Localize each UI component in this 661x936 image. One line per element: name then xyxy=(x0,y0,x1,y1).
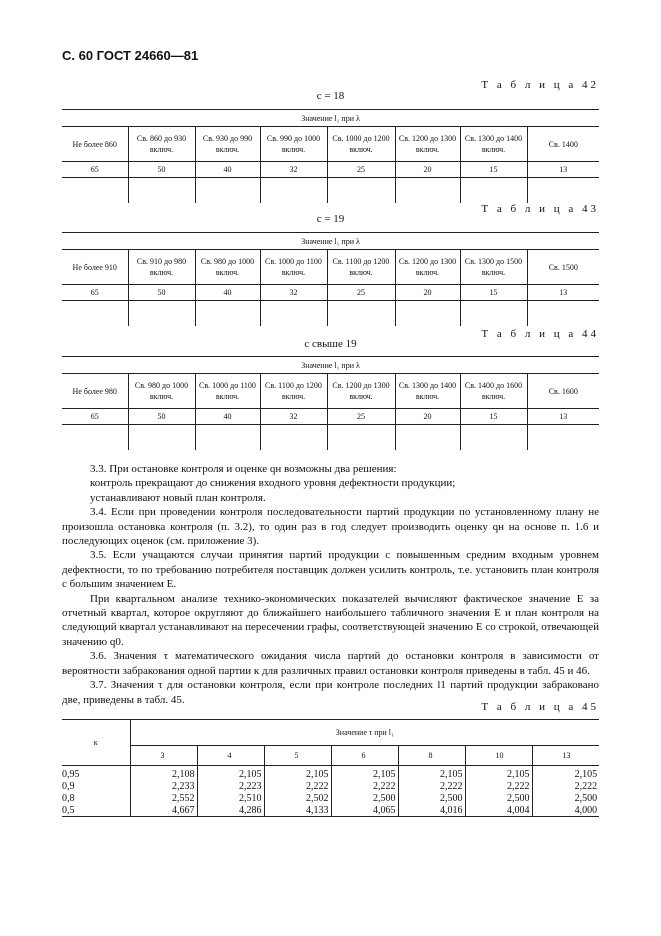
table-43-value-cell: 65 xyxy=(62,285,128,301)
paragraph: 3.5. Если учащаются случаи принятия партий продукции с повышенным средним входным уровнем дефектности, то по требованию потребителя поставщик должен усилить контроль, т.е. установить план контроля с большим значением E. xyxy=(62,549,599,591)
table-45-value-cell: 2,500 xyxy=(465,792,532,804)
table-44-header-cell: Св. 980 до 1000 включ. xyxy=(128,374,195,409)
table-44-header-cell: Св. 1100 до 1200 включ. xyxy=(260,374,327,409)
table-45-column-header: 3 xyxy=(130,746,197,766)
table-44-header-cell: Св. 1400 до 1600 включ. xyxy=(460,374,527,409)
table-45-value-cell: 2,105 xyxy=(197,766,264,781)
table-43-value-cell: 50 xyxy=(128,285,195,301)
paragraph: контроль прекращают до снижения входного уровня дефектности продукции; xyxy=(90,477,456,490)
table-45-value-cell: 2,552 xyxy=(130,792,197,804)
table-45-value-cell: 2,500 xyxy=(398,792,465,804)
table-44-header-cell: Св. 1200 до 1300 включ. xyxy=(327,374,395,409)
table-43-header-cell: Св. 1100 до 1200 включ. xyxy=(327,250,395,285)
table-45-value-cell: 2,222 xyxy=(331,780,398,792)
table-row xyxy=(62,766,599,781)
table-43-header-cell: Св. 1300 до 1500 включ. xyxy=(460,250,527,285)
table-44-value-cell: 25 xyxy=(327,409,395,425)
table-43 xyxy=(62,232,599,326)
table-42-value-cell: 20 xyxy=(395,162,460,178)
table-42-value-cell: 32 xyxy=(260,162,327,178)
table-44-value-cell: 15 xyxy=(460,409,527,425)
table-45-value-cell: 2,105 xyxy=(398,766,465,781)
table-42-header-cell: Св. 990 до 1000 включ. xyxy=(260,127,327,162)
table-42-value-cell: 40 xyxy=(195,162,260,178)
table-44-group-header: Значение l₁ при λ xyxy=(62,357,599,374)
paragraph: 3.4. Если при проведении контроля последовательности партий продукции по установленному плану не произошла остановка контроля (п. 3.2), то один раз в год следует производить оценку qн на основе п. 1.6 и последующих оценок (см. приложение 3). xyxy=(62,506,599,548)
page-header: С. 60 ГОСТ 24660—81 xyxy=(62,48,199,63)
table-42-value-cell: 13 xyxy=(527,162,599,178)
table-44-value-cell: 40 xyxy=(195,409,260,425)
table-44-value-cell: 20 xyxy=(395,409,460,425)
table-44 xyxy=(62,356,599,450)
table-43-value-cell: 15 xyxy=(460,285,527,301)
table-43-header-cell: Св. 910 до 980 включ. xyxy=(128,250,195,285)
table-45-value-cell: 2,222 xyxy=(532,780,599,792)
table-44-value-cell: 50 xyxy=(128,409,195,425)
table-43-header-cell: Не более 910 xyxy=(62,250,128,285)
table-42-c-label: c = 18 xyxy=(316,90,345,102)
table-43-value-cell: 20 xyxy=(395,285,460,301)
table-45-value-cell: 2,510 xyxy=(197,792,264,804)
table-45-value-cell: 2,233 xyxy=(130,780,197,792)
table-42-header-cell: Св. 860 до 930 включ. xyxy=(128,127,195,162)
table-45-group-header: Значение τ при l₁ xyxy=(130,720,599,746)
table-43-header-cell: Св. 1200 до 1300 включ. xyxy=(395,250,460,285)
paragraph: При квартальном анализе технико-экономических показателей вычисляют фактическое значение E за отчетный квартал, которое округляют до ближайшего наибольшего табличного значения E и план контроля на следующий квартал устанавливают на пересечении графы, соответствующей значению E со строкой, отвечающей значению q0. xyxy=(62,592,599,648)
table-42-value-cell: 15 xyxy=(460,162,527,178)
table-42-value-cell: 50 xyxy=(128,162,195,178)
table-43-group-header: Значение l₁ при λ xyxy=(62,233,599,250)
table-44-header-cell: Св. 1000 до 1100 включ. xyxy=(195,374,260,409)
table-45-value-cell: 2,222 xyxy=(264,780,331,792)
table-45-k-header: к xyxy=(62,720,130,766)
table-44-header-cell: Не более 980 xyxy=(62,374,128,409)
table-45-value-cell: 4,016 xyxy=(398,804,465,817)
table-45-value-cell: 2,105 xyxy=(532,766,599,781)
table-44-header-cell: Св. 1300 до 1400 включ. xyxy=(395,374,460,409)
table-42 xyxy=(62,109,599,203)
table-42-header-cell: Не более 860 xyxy=(62,127,128,162)
table-44-value-cell: 32 xyxy=(260,409,327,425)
table-44-value-cell: 13 xyxy=(527,409,599,425)
table-row xyxy=(62,780,599,792)
table-42-value-cell: 65 xyxy=(62,162,128,178)
table-45-k-cell: 0,5 xyxy=(62,804,130,817)
table-45-column-header: 5 xyxy=(264,746,331,766)
table-43-header-cell: Св. 1500 xyxy=(527,250,599,285)
table-45-k-cell: 0,9 xyxy=(62,780,75,792)
table-43-c-label: c = 19 xyxy=(316,213,345,225)
table-45-column-header: 10 xyxy=(465,746,532,766)
table-45-value-cell: 2,105 xyxy=(264,766,331,781)
table-44-caption: Т а б л и ц а 44 xyxy=(481,328,599,340)
table-45-value-cell: 2,223 xyxy=(197,780,264,792)
table-45-value-cell: 2,500 xyxy=(532,792,599,804)
table-42-header-cell: Св. 1300 до 1400 включ. xyxy=(460,127,527,162)
paragraph: 3.6. Значения τ математического ожидания числа партий до остановки контроля в зависимости от вероятности забракования одной партии к для различных правил остановки контроля приведены в табл. 45 и 46. xyxy=(62,650,599,677)
table-44-c-label: c свыше 19 xyxy=(304,338,357,350)
table-45-value-cell: 2,108 xyxy=(130,766,197,781)
table-45-value-cell: 2,105 xyxy=(331,766,398,781)
table-44-header-cell: Св. 1600 xyxy=(527,374,599,409)
table-42-header-cell: Св. 1200 до 1300 включ. xyxy=(395,127,460,162)
table-45-value-cell: 2,502 xyxy=(264,792,331,804)
table-42-header-cell: Св. 1400 xyxy=(527,127,599,162)
table-45-k-cell: 0,95 xyxy=(62,768,80,780)
table-45-column-header: 4 xyxy=(197,746,264,766)
paragraph: 3.3. При остановке контроля и оценке qн возможны два решения: xyxy=(90,463,397,475)
table-42-header-cell: Св. 1000 до 1200 включ. xyxy=(327,127,395,162)
table-45-value-cell: 2,105 xyxy=(465,766,532,781)
table-45-caption: Т а б л и ц а 45 xyxy=(481,701,599,713)
table-45-value-cell: 2,500 xyxy=(331,792,398,804)
table-row xyxy=(62,792,599,804)
body-text xyxy=(62,462,599,707)
table-45-value-cell: 4,000 xyxy=(532,804,599,817)
table-43-value-cell: 13 xyxy=(527,285,599,301)
table-45-value-cell: 4,286 xyxy=(197,804,264,817)
table-42-group-header: Значение l₁ при λ xyxy=(62,110,599,127)
table-44-value-cell: 65 xyxy=(62,409,128,425)
table-45-k-cell: 0,8 xyxy=(62,792,75,804)
table-45-value-cell: 4,667 xyxy=(130,804,197,817)
table-45 xyxy=(62,719,599,817)
table-43-value-cell: 25 xyxy=(327,285,395,301)
table-row xyxy=(62,804,599,817)
table-43-value-cell: 32 xyxy=(260,285,327,301)
table-45-column-header: 6 xyxy=(331,746,398,766)
table-45-column-header: 13 xyxy=(532,746,599,766)
table-45-value-cell: 4,133 xyxy=(264,804,331,817)
table-42-caption: Т а б л и ц а 42 xyxy=(481,79,599,91)
table-43-header-cell: Св. 1000 до 1100 включ. xyxy=(260,250,327,285)
table-45-value-cell: 2,222 xyxy=(398,780,465,792)
table-42-value-cell: 25 xyxy=(327,162,395,178)
table-45-value-cell: 4,004 xyxy=(465,804,532,817)
table-45-column-header: 8 xyxy=(398,746,465,766)
table-45-value-cell: 2,222 xyxy=(465,780,532,792)
table-45-value-cell: 4,065 xyxy=(331,804,398,817)
paragraph: устанавливают новый план контроля. xyxy=(90,491,266,504)
paragraph: 3.7. Значения τ для остановки контроля, если при контроле последних l1 партий продукции забраковано две, приведены в табл. 45. xyxy=(62,679,599,706)
table-43-value-cell: 40 xyxy=(195,285,260,301)
table-43-header-cell: Св. 980 до 1000 включ. xyxy=(195,250,260,285)
table-42-header-cell: Св. 930 до 990 включ. xyxy=(195,127,260,162)
table-43-caption: Т а б л и ц а 43 xyxy=(481,203,599,215)
